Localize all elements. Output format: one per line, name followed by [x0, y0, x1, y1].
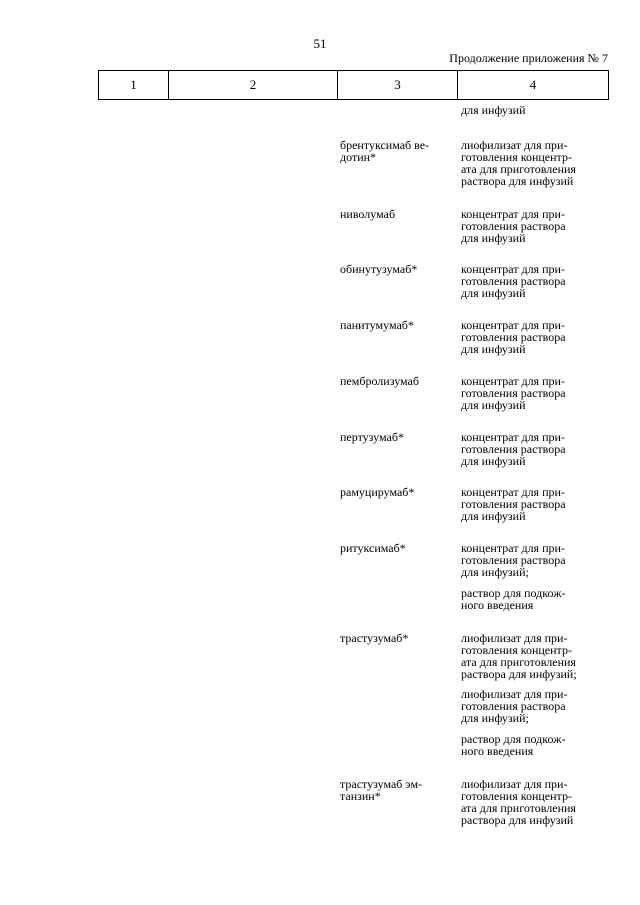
dosage-form: раствор для подкож- [461, 732, 566, 746]
header-col-1: 1 [130, 77, 137, 92]
drug-name: брентуксимаб ве- [340, 138, 430, 152]
dosage-form: для инфузий [461, 454, 526, 468]
drug-name: пембролизумаб [340, 374, 419, 388]
dosage-form: концентрат для при- [461, 318, 565, 332]
dosage-form: раствора для инфузий [461, 813, 574, 827]
dosage-form: раствора для инфузий; [461, 667, 577, 681]
dosage-form: готовления раствора [461, 497, 566, 511]
dosage-form: концентрат для при- [461, 262, 565, 276]
drug-name: обинутузумаб* [340, 262, 418, 276]
dosage-form: готовления концентр- [461, 789, 572, 803]
drug-name: пертузумаб* [340, 430, 404, 444]
continuation-text: для инфузий [461, 103, 526, 117]
header-col-2: 2 [168, 71, 337, 99]
dosage-form: для инфузий [461, 342, 526, 356]
header-col-3: 3 [337, 71, 457, 99]
dosage-form: готовления раствора [461, 553, 566, 567]
dosage-form: готовления раствора [461, 274, 566, 288]
dosage-form: ата для приготовления [461, 801, 576, 815]
dosage-form: ного введения [461, 598, 534, 612]
dosage-form: концентрат для при- [461, 374, 565, 388]
dosage-form: для инфузий [461, 509, 526, 523]
dosage-form: лиофилизат для при- [461, 138, 568, 152]
header-col-4: 4 [457, 71, 608, 99]
appendix-note: Продолжение приложения № 7 [449, 51, 608, 65]
dosage-form: для инфузий; [461, 565, 529, 579]
dosage-form: раствор для подкож- [461, 586, 566, 600]
dosage-form: для инфузий; [461, 711, 529, 725]
page-number: 51 [313, 36, 327, 51]
drug-name: ниволумаб [340, 207, 396, 221]
drug-name: трастузумаб эм- [340, 777, 423, 791]
drug-name: трастузумаб* [340, 631, 409, 645]
dosage-form: ата для приготовления [461, 655, 576, 669]
dosage-form: концентрат для при- [461, 207, 565, 221]
dosage-form: для инфузий [461, 398, 526, 412]
dosage-form: концентрат для при- [461, 485, 565, 499]
dosage-form: ного введения [461, 744, 534, 758]
dosage-form: для инфузий [461, 286, 526, 300]
dosage-form: готовления концентр- [461, 150, 572, 164]
drug-name: панитумумаб* [340, 318, 414, 332]
dosage-form: готовления раствора [461, 442, 566, 456]
dosage-form: концентрат для при- [461, 430, 565, 444]
dosage-form: ата для приготовления [461, 162, 576, 176]
dosage-form: готовления раствора [461, 699, 566, 713]
dosage-form: готовления раствора [461, 219, 566, 233]
drug-name: танзин* [340, 789, 381, 803]
dosage-form: концентрат для при- [461, 541, 565, 555]
dosage-form: лиофилизат для при- [461, 631, 568, 645]
dosage-form: лиофилизат для при- [461, 687, 568, 701]
dosage-form: готовления раствора [461, 386, 566, 400]
dosage-form: готовления раствора [461, 330, 566, 344]
drug-name: рамуцирумаб* [340, 485, 415, 499]
table-header [98, 70, 609, 100]
dosage-form: для инфузий [461, 231, 526, 245]
drug-name: ритуксимаб* [340, 541, 406, 555]
dosage-form: готовления концентр- [461, 643, 572, 657]
dosage-form: раствора для инфузий [461, 174, 574, 188]
dosage-form: лиофилизат для при- [461, 777, 568, 791]
drug-name: дотин* [340, 150, 377, 164]
